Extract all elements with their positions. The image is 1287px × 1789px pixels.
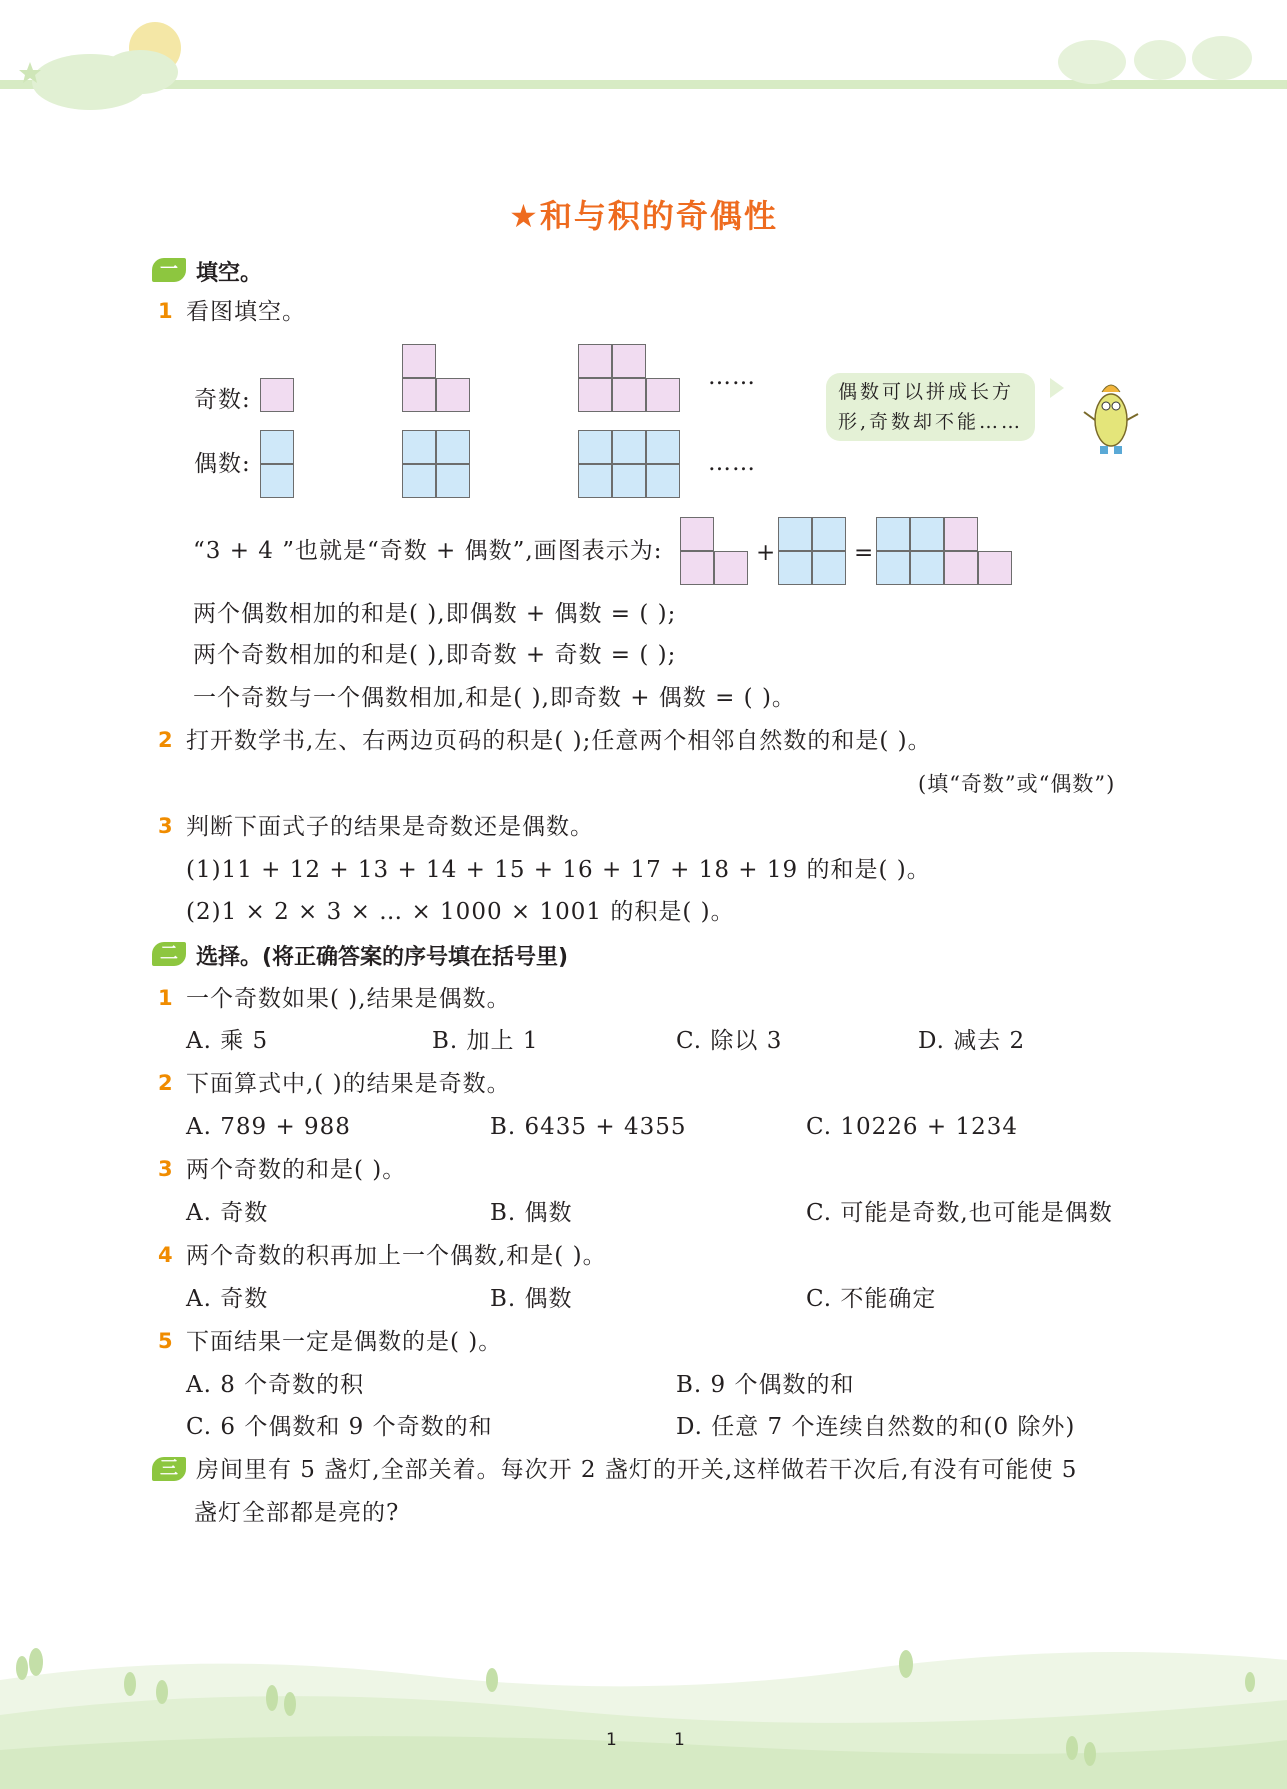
question-text: 判断下面式子的结果是奇数还是偶数。	[186, 814, 594, 840]
question-text: 打开数学书,左、右两边页码的积是( );任意两个相邻自然数的和是( )。	[186, 728, 932, 754]
page-number: 1	[674, 1730, 685, 1750]
option-b[interactable]: B. 9 个偶数的和	[676, 1372, 855, 1398]
speech-bubble	[826, 373, 1035, 441]
question-number: 3	[158, 814, 173, 838]
odd-ellipsis: ……	[708, 364, 756, 390]
bubble-line-2: 形,奇数却不能……	[838, 411, 1024, 433]
fill-line-odd-odd: 两个奇数相加的和是( ),即奇数 + 奇数 = ( );	[193, 642, 677, 668]
section-badge-1: 一	[152, 258, 186, 282]
question-text: 看图填空。	[186, 299, 306, 325]
question-number: 2	[158, 1071, 173, 1095]
option-b[interactable]: B. 加上 1	[432, 1028, 539, 1054]
option-c[interactable]: C. 除以 3	[676, 1028, 783, 1054]
question-number: 5	[158, 1329, 173, 1353]
option-d[interactable]: D. 减去 2	[918, 1028, 1026, 1054]
cartoon-character-icon	[1080, 374, 1142, 460]
sub-question-1: (1)11 + 12 + 13 + 14 + 15 + 16 + 17 + 18 + 19 的和是( )。	[186, 857, 931, 883]
problem-line-1: 房间里有 5 盏灯,全部关着。每次开 2 盏灯的开关,这样做若干次后,有没有可能使 5	[196, 1457, 1078, 1483]
option-b[interactable]: B. 6435 + 4355	[490, 1114, 687, 1140]
option-a[interactable]: A. 8 个奇数的积	[186, 1372, 365, 1398]
question-number: 2	[158, 728, 173, 752]
plus-sign: +	[756, 540, 777, 566]
question-hint: (填“奇数”或“偶数”)	[918, 772, 1116, 796]
fill-line-even-even: 两个偶数相加的和是( ),即偶数 + 偶数 = ( );	[193, 601, 677, 627]
bubble-tail	[1050, 378, 1064, 398]
option-c[interactable]: C. 可能是奇数,也可能是偶数	[806, 1200, 1113, 1226]
option-a[interactable]: A. 789 + 988	[186, 1114, 351, 1140]
page-title: ★和与积的奇偶性	[509, 197, 778, 235]
option-a[interactable]: A. 奇数	[186, 1286, 269, 1312]
option-a[interactable]: A. 乘 5	[186, 1028, 269, 1054]
section-badge-2: 二	[152, 942, 186, 966]
header-decoration	[0, 0, 1287, 110]
option-b[interactable]: B. 偶数	[490, 1286, 573, 1312]
section-badge-3: 三	[152, 1457, 186, 1481]
question-text: 下面算式中,( )的结果是奇数。	[186, 1071, 511, 1097]
question-number: 4	[158, 1243, 173, 1267]
equals-sign: =	[854, 540, 875, 566]
header-art	[0, 0, 1287, 110]
page-number: 1	[606, 1730, 617, 1750]
even-label: 偶数:	[194, 451, 251, 477]
question-number: 3	[158, 1157, 173, 1181]
draw-instruction: “3 + 4 ”也就是“奇数 + 偶数”,画图表示为:	[193, 538, 663, 564]
odd-label: 奇数:	[194, 387, 251, 413]
question-text: 两个奇数的积再加上一个偶数,和是( )。	[186, 1243, 607, 1269]
sub-question-2: (2)1 × 2 × 3 × … × 1000 × 1001 的积是( )。	[186, 899, 735, 925]
option-c[interactable]: C. 10226 + 1234	[806, 1114, 1018, 1140]
option-c[interactable]: C. 6 个偶数和 9 个奇数的和	[186, 1414, 493, 1440]
question-number: 1	[158, 299, 173, 323]
option-d[interactable]: D. 任意 7 个连续自然数的和(0 除外)	[676, 1414, 1076, 1440]
section-heading-1: 填空。	[196, 261, 263, 286]
fill-line-odd-even: 一个奇数与一个偶数相加,和是( ),即奇数 + 偶数 = ( )。	[193, 685, 796, 711]
cartoon-animals-icon	[1058, 40, 1126, 84]
footer-landscape	[0, 1620, 1287, 1789]
section-heading-2: 选择。(将正确答案的序号填在括号里)	[196, 945, 569, 970]
option-a[interactable]: A. 奇数	[186, 1200, 269, 1226]
option-c[interactable]: C. 不能确定	[806, 1286, 937, 1312]
question-text: 下面结果一定是偶数的是( )。	[186, 1329, 503, 1355]
problem-line-2: 盏灯全部都是亮的?	[194, 1500, 400, 1526]
question-number: 1	[158, 986, 173, 1010]
even-ellipsis: ……	[708, 450, 756, 476]
question-text: 两个奇数的和是( )。	[186, 1157, 407, 1183]
question-text: 一个奇数如果( ),结果是偶数。	[186, 986, 511, 1012]
bubble-line-1: 偶数可以拼成长方	[838, 381, 1015, 403]
option-b[interactable]: B. 偶数	[490, 1200, 573, 1226]
